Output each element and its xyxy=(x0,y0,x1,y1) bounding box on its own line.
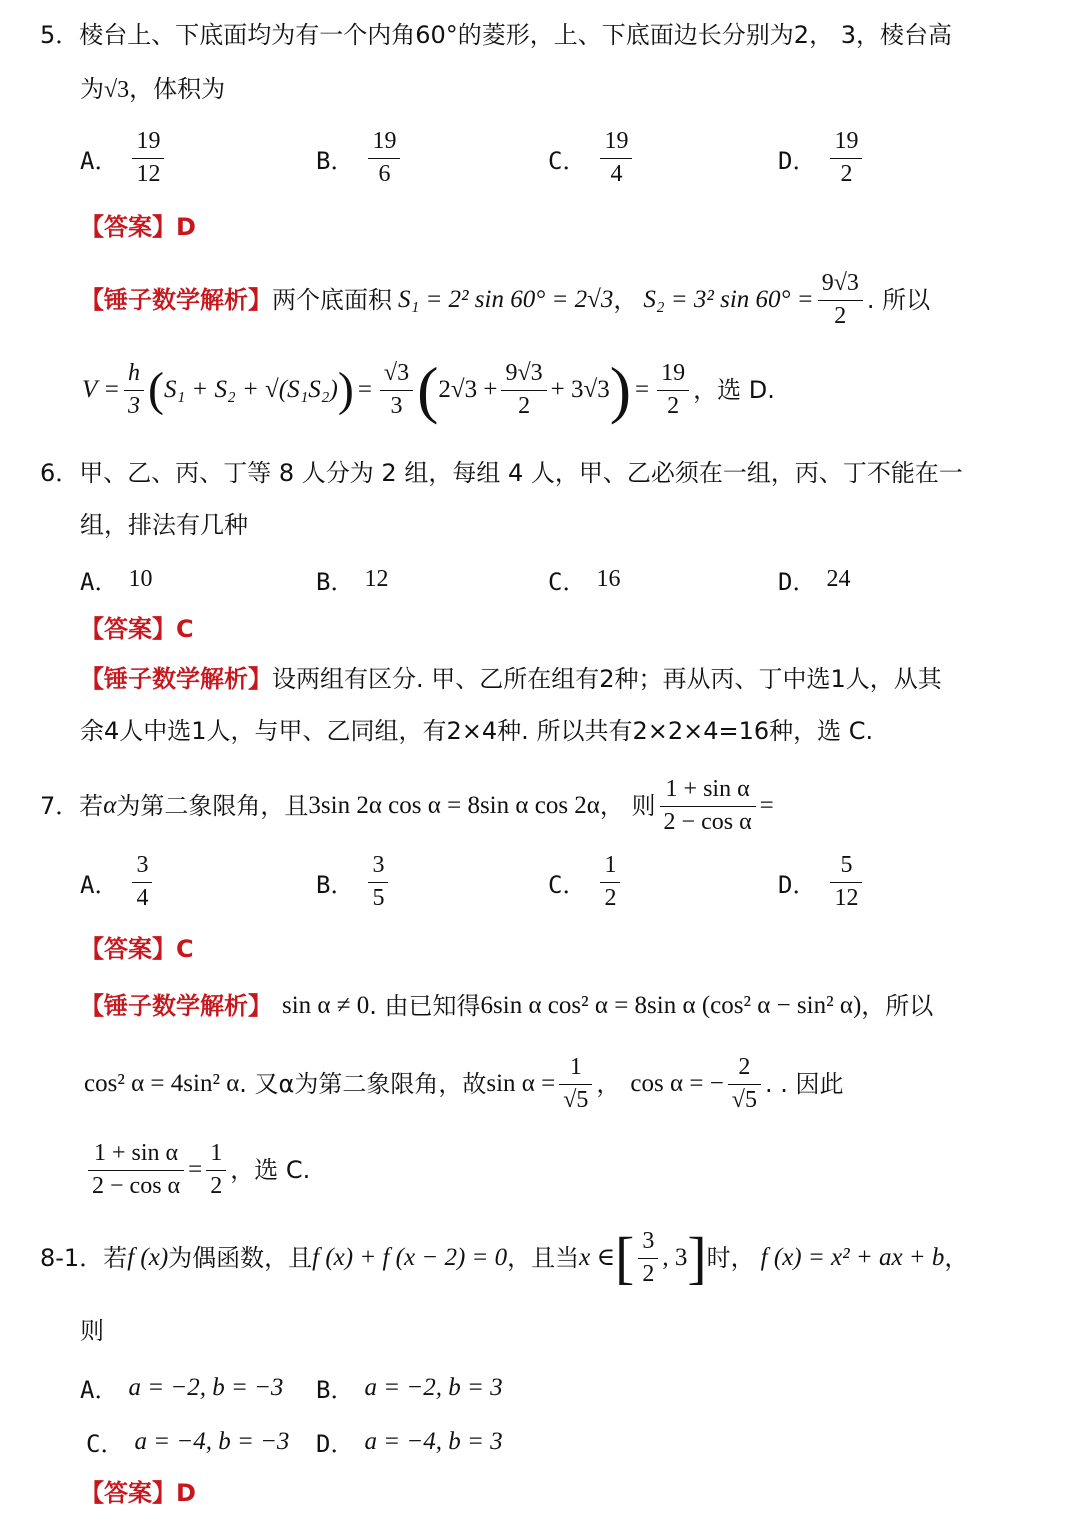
q7-analysis-l2-m3: cos α = − xyxy=(630,1070,724,1098)
q7-option-c[interactable] xyxy=(548,852,624,912)
q7-analysis-l2-sep: ， xyxy=(596,1070,621,1099)
q5-analysis-tag: 【锤子数学解析】 xyxy=(80,286,272,315)
q5-option-d-den: 2 xyxy=(840,160,853,187)
q7-analysis-m2: 6sin α cos² α = 8sin α (cos² α − sin² α) xyxy=(480,992,862,1019)
q6-option-b[interactable] xyxy=(316,562,388,597)
q6-analysis-tag: 【锤子数学解析】 xyxy=(80,665,272,693)
q6-option-a-label: A． xyxy=(80,568,119,596)
q8-option-c-value: a = −4, b = −3 xyxy=(134,1427,290,1455)
q7-option-b-num: 3 xyxy=(368,852,388,883)
q6-analysis-text1: 设两组有区分. 甲、乙所在组有2种；再从丙、丁中选1人，从其 xyxy=(272,665,942,693)
q7-stem-eqsign: = xyxy=(759,792,774,820)
q8-stem-m1: f (x) xyxy=(127,1244,169,1272)
q8-stem-m2: f (x) + f (x − 2) = 0 xyxy=(312,1244,508,1272)
q7-analysis-line2 xyxy=(84,1054,843,1114)
q7-stem-then: ， 则 xyxy=(599,792,656,821)
q8-stem-rbracket: ] xyxy=(687,1225,707,1291)
q5-r3-num: √3 xyxy=(380,360,413,391)
q8-option-b-label: B． xyxy=(316,1376,355,1404)
q5-option-d-label: D． xyxy=(778,146,817,175)
q8-answer: 【答案】D xyxy=(80,1479,196,1507)
q8-stem-t2: ，且当 xyxy=(507,1244,580,1273)
q8-stem-t3: 时， xyxy=(706,1244,755,1273)
q5-analysis-s1: S₁ = 2² sin 60° = 2√3 xyxy=(398,286,614,314)
q5-stem-line1: 5．棱台上、下底面均为有一个内角60°的菱形，上、下底面边长分别为2， 3，棱台高 xyxy=(40,21,952,49)
q5-option-c-label: C． xyxy=(548,146,587,175)
q6-option-a-value: 10 xyxy=(128,566,153,592)
q7-stem-frac-den: 2 − cos α xyxy=(663,808,752,835)
q7-analysis-line1 xyxy=(80,990,933,1021)
q5-option-a-den: 12 xyxy=(136,160,161,187)
q5-option-b-den: 6 xyxy=(378,160,391,187)
q8-stem-frac-den: 2 xyxy=(642,1260,655,1287)
q8-option-a-label: A． xyxy=(80,1376,119,1404)
q5-option-b-label: B． xyxy=(316,146,355,175)
q5-option-b[interactable] xyxy=(316,128,404,188)
q7-analysis-l3-suffix: ，选 C. xyxy=(230,1156,311,1185)
q8-stem-m3: x ∈ xyxy=(579,1244,616,1272)
q7-analysis-t1: . 由已知得 xyxy=(369,991,481,1020)
q8-stem-prefix: 8-1．若 xyxy=(40,1244,128,1273)
q5-h-num: h xyxy=(124,360,144,391)
q5-v-label: V = xyxy=(82,376,120,404)
q6-option-b-label: B． xyxy=(316,568,355,596)
q8-option-d[interactable] xyxy=(316,1424,503,1459)
q5-inner2b: + 3√3 xyxy=(550,376,610,404)
q7-analysis-f1-num: 1 xyxy=(559,1054,592,1085)
q6-answer: 【答案】C xyxy=(80,615,194,643)
q8-option-b[interactable] xyxy=(316,1370,503,1405)
q5-inner1: S₁ + S₂ + √(S₁S₂) xyxy=(163,376,338,404)
q5-stem-math: √3 xyxy=(104,77,130,103)
q5-analysis-suffix: . 所以 xyxy=(866,286,931,315)
q7-option-d-label: D． xyxy=(778,870,817,899)
q5-option-d[interactable] xyxy=(778,128,866,188)
q7-option-d-den: 12 xyxy=(834,884,859,911)
q7-option-a[interactable] xyxy=(80,852,156,912)
q8-stem-frac-num: 3 xyxy=(638,1228,658,1259)
q7-option-b[interactable] xyxy=(316,852,392,912)
q5-stem-line2 xyxy=(80,74,225,105)
q6-analysis-line1 xyxy=(80,664,942,694)
q6-option-c[interactable] xyxy=(548,562,620,597)
q5-inner2-den: 2 xyxy=(518,392,531,419)
q5-eq1: = xyxy=(357,376,372,404)
q7-analysis-f2-den: √5 xyxy=(731,1086,757,1113)
q6-stem-line1: 6．甲、乙、丙、丁等 8 人分为 2 组，每组 4 人，甲、乙必须在一组，丙、丁不能在一 xyxy=(40,459,963,487)
q7-option-c-label: C． xyxy=(548,870,587,899)
q7-stem-frac-num: 1 + sin α xyxy=(660,776,756,807)
q7-analysis-l3-num: 1 + sin α xyxy=(88,1140,184,1171)
q7-analysis-f2-num: 2 xyxy=(728,1054,761,1085)
q7-stem-mid: 为第二象限角，且 xyxy=(116,792,309,821)
q5-option-a[interactable] xyxy=(80,128,168,188)
q5-option-a-num: 19 xyxy=(132,128,164,159)
q5-inner2-num: 9√3 xyxy=(501,360,546,391)
q6-stem-line2: 组，排法有几种 xyxy=(80,511,248,539)
q7-option-a-num: 3 xyxy=(132,852,152,883)
q5-option-b-num: 19 xyxy=(368,128,400,159)
q5-eq2: = xyxy=(635,376,650,404)
q5-analysis-line1 xyxy=(80,270,930,330)
q5-answer: 【答案】D xyxy=(80,213,196,241)
q5-analysis-s2-num: 9√3 xyxy=(818,270,863,301)
q7-option-c-den: 2 xyxy=(604,884,617,911)
q7-analysis-l3-rnum: 1 xyxy=(206,1140,226,1171)
q8-stem-line1 xyxy=(40,1225,969,1291)
q8-stem-t1: 为偶函数，且 xyxy=(168,1244,313,1273)
q7-answer: 【答案】C xyxy=(80,935,194,963)
q7-alpha: α xyxy=(103,792,117,820)
q7-option-a-den: 4 xyxy=(136,884,149,911)
q8-stem-m4: , 3 xyxy=(662,1244,688,1272)
q5-stem-suffix: ，体积为 xyxy=(129,75,226,103)
q7-analysis-l2-t: . 又α为第二象限角，故 xyxy=(239,1070,487,1099)
q8-option-a-value: a = −2, b = −3 xyxy=(128,1373,284,1401)
q7-analysis-l3-eq: = xyxy=(188,1156,203,1184)
q6-option-c-label: C． xyxy=(548,568,587,596)
q7-stem-eq: 3sin 2α cos α = 8sin α cos 2α xyxy=(308,792,600,820)
q5-analysis-s2-den: 2 xyxy=(834,302,847,329)
q5-analysis-text: 两个底面积 xyxy=(272,286,392,315)
q5-option-c[interactable] xyxy=(548,128,636,188)
q7-analysis-l3-den: 2 − cos α xyxy=(92,1172,181,1199)
q7-analysis-l3-rden: 2 xyxy=(210,1172,223,1199)
q7-analysis-f1-den: √5 xyxy=(563,1086,589,1113)
q5-analysis-end: ，选 D. xyxy=(693,376,775,404)
q8-option-d-label: D． xyxy=(316,1430,355,1458)
q8-option-d-value: a = −4, b = 3 xyxy=(364,1427,503,1455)
q6-option-a[interactable] xyxy=(80,562,152,597)
q5-option-a-label: A． xyxy=(80,146,119,175)
q5-analysis-s2: S₂ = 3² sin 60° = xyxy=(643,286,814,314)
q7-option-b-den: 5 xyxy=(372,884,385,911)
q8-stem-t4: ， xyxy=(944,1244,969,1273)
q6-option-c-value: 16 xyxy=(596,566,621,592)
q5-res-den: 2 xyxy=(667,392,680,419)
q8-option-b-value: a = −2, b = 3 xyxy=(364,1373,503,1401)
q7-analysis-l2-m2: sin α = xyxy=(486,1070,556,1098)
q8-stem-m5: f (x) = x² + ax + b xyxy=(760,1244,945,1272)
q7-analysis-line3 xyxy=(84,1140,310,1200)
q8-option-c-label: C． xyxy=(86,1430,125,1458)
q8-option-a[interactable] xyxy=(80,1370,283,1405)
q7-analysis-l2-m1: cos² α = 4sin² α xyxy=(84,1070,240,1098)
q6-option-d-value: 24 xyxy=(826,566,851,592)
q8-stem-lbracket: [ xyxy=(615,1225,635,1291)
q6-option-d[interactable] xyxy=(778,562,850,597)
q7-analysis-tag: 【锤子数学解析】 xyxy=(80,991,272,1020)
q7-option-a-label: A． xyxy=(80,870,119,899)
q8-stem-line2: 则 xyxy=(80,1317,104,1345)
q5-inner2a: 2√3 + xyxy=(438,376,498,404)
q7-option-d-num: 5 xyxy=(830,852,862,883)
q7-stem-line1 xyxy=(40,776,774,836)
q7-analysis-m1: sin α ≠ 0 xyxy=(282,992,370,1019)
q7-analysis-l2-suffix: . . 因此 xyxy=(764,1070,844,1099)
q7-analysis-s1: ，所以 xyxy=(861,991,934,1020)
q6-analysis-line2: 余4人中选1人，与甲、乙同组，有2×4种. 所以共有2×2×4=16种，选 C. xyxy=(80,717,874,745)
q7-option-b-label: B． xyxy=(316,870,355,899)
q7-option-d[interactable] xyxy=(778,852,866,912)
q5-res-num: 19 xyxy=(657,360,689,391)
q8-option-c[interactable] xyxy=(86,1424,289,1459)
q5-analysis-sep: ， xyxy=(613,286,638,315)
q5-h-den: 3 xyxy=(127,392,140,419)
q7-option-c-num: 1 xyxy=(600,852,620,883)
q6-option-d-label: D． xyxy=(778,568,817,596)
q5-stem-prefix: 为 xyxy=(80,75,104,103)
q5-option-d-num: 19 xyxy=(830,128,862,159)
q5-r3-den: 3 xyxy=(390,392,403,419)
q6-option-b-value: 12 xyxy=(364,566,389,592)
q5-option-c-num: 19 xyxy=(600,128,632,159)
q7-stem-prefix: 7．若 xyxy=(40,792,104,821)
q5-option-c-den: 4 xyxy=(610,160,623,187)
q5-analysis-line2: V = $\frac{h}{3}$ ( S₁ + S₂ + √(S₁S₂) ) = $\frac{√3}{3}$ ( 2√3 + $\frac{9√3}{2}$ + 3√3 ) = $\frac{19}{2}$ ，选 D. xyxy=(82,354,775,425)
